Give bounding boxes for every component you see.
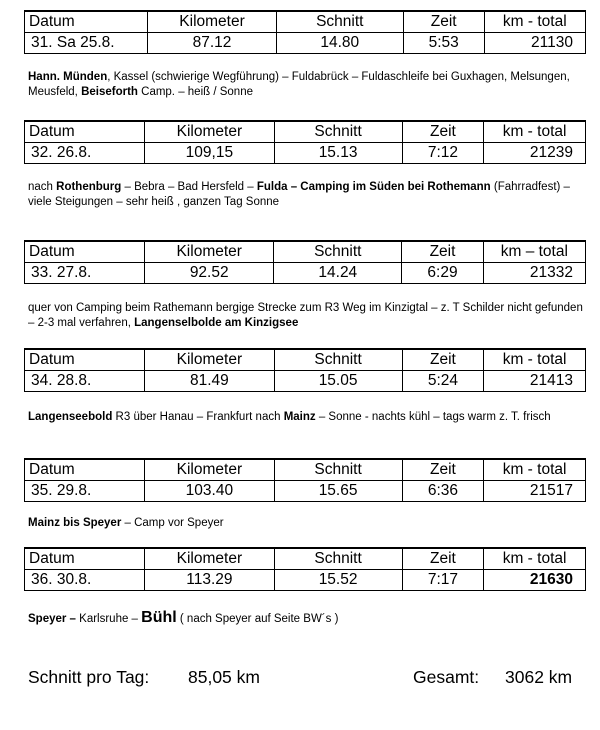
- header-cell: Datum: [25, 349, 145, 371]
- schnitt-cell: 15.65: [274, 481, 402, 502]
- schnitt-cell: 15.13: [274, 143, 402, 164]
- day-table: [24, 240, 586, 284]
- total-cell: 21130: [484, 33, 585, 54]
- header-cell: Zeit: [403, 11, 484, 33]
- total-value: 3062 km: [505, 667, 573, 687]
- table-row: [25, 143, 586, 164]
- km-cell: 109,15: [145, 143, 274, 164]
- total-cell: 21239: [484, 143, 586, 164]
- km-cell: 87.12: [148, 33, 276, 54]
- table-header-row: [25, 11, 586, 33]
- header-cell: Datum: [25, 459, 145, 481]
- table-header-row: [25, 121, 586, 143]
- header-cell: Schnitt: [274, 548, 402, 570]
- description-segment: – Bebra – Bad Hersfeld –: [121, 181, 257, 193]
- header-cell: km – total: [483, 241, 585, 263]
- km-cell: 92.52: [145, 263, 274, 284]
- header-cell: Zeit: [402, 241, 483, 263]
- header-cell: Zeit: [402, 548, 483, 570]
- description-segment: Rothenburg: [56, 181, 122, 193]
- description-segment: Langenseebold: [28, 411, 113, 423]
- schnitt-cell: 14.24: [274, 263, 402, 284]
- datum-cell: 36. 30.8.: [25, 570, 145, 591]
- table-row: [25, 371, 586, 392]
- table-row: [25, 33, 586, 54]
- total-cell: 21332: [483, 263, 585, 284]
- header-cell: km - total: [484, 349, 586, 371]
- header-cell: km - total: [484, 121, 586, 143]
- description-segment: Beiseforth: [81, 86, 138, 98]
- zeit-cell: 7:12: [402, 143, 483, 164]
- description-segment: Bühl: [141, 609, 177, 626]
- zeit-cell: 5:24: [402, 371, 483, 392]
- header-cell: Schnitt: [274, 459, 402, 481]
- table-header-row: [25, 241, 586, 263]
- schnitt-cell: 14.80: [276, 33, 403, 54]
- header-cell: Kilometer: [145, 548, 274, 570]
- day-table: [24, 348, 586, 392]
- header-cell: Zeit: [402, 349, 483, 371]
- total-cell: 21413: [484, 371, 586, 392]
- description-segment: Mainz bis Speyer: [28, 517, 122, 529]
- header-cell: Schnitt: [276, 11, 403, 33]
- header-cell: Schnitt: [274, 349, 402, 371]
- datum-cell: 33. 27.8.: [25, 263, 145, 284]
- datum-cell: 32. 26.8.: [25, 143, 145, 164]
- day-table: [24, 120, 586, 164]
- description-segment: ( nach Speyer auf Seite BW´s ): [176, 613, 339, 625]
- description-segment: quer von Camping beim Rathemann bergige Strecke zum R3 Weg im Kinzigtal – z. T Schilder nicht gefunden – 2-3 mal verfahren,: [28, 302, 583, 329]
- km-cell: 113.29: [145, 570, 274, 591]
- day-description: [28, 301, 584, 331]
- description-segment: Mainz: [283, 411, 316, 423]
- km-cell: 81.49: [145, 371, 274, 392]
- table-header-row: [25, 459, 586, 481]
- schnitt-cell: 15.52: [274, 570, 402, 591]
- header-cell: km - total: [484, 459, 586, 481]
- day-description: [28, 516, 584, 531]
- avg-value: 85,05 km: [188, 667, 260, 687]
- day-table: [24, 547, 586, 591]
- total-label: Gesamt:: [413, 667, 480, 687]
- description-segment: Camp. – heiß / Sonne: [137, 86, 253, 98]
- header-cell: Zeit: [402, 459, 483, 481]
- header-cell: Schnitt: [274, 241, 402, 263]
- header-cell: km - total: [484, 11, 585, 33]
- schnitt-cell: 15.05: [274, 371, 402, 392]
- description-segment: Fulda – Camping im Süden bei Rothemann: [256, 181, 491, 193]
- header-cell: Datum: [25, 241, 145, 263]
- header-cell: Kilometer: [145, 349, 274, 371]
- header-cell: Datum: [25, 11, 148, 33]
- total-cell: 21630: [484, 570, 586, 591]
- table-row: [25, 481, 586, 502]
- description-segment: , Kassel (schwierige Wegführung) – Fuldabrück – Fuldaschleife bei Guxhagen, Melsungen, Meusfeld,: [28, 71, 570, 98]
- day-description: [28, 410, 584, 425]
- description-segment: – Sonne - nachts kühl – tags warm z. T. frisch: [315, 411, 551, 423]
- table-header-row: [25, 548, 586, 570]
- datum-cell: 35. 29.8.: [25, 481, 145, 502]
- km-cell: 103.40: [145, 481, 274, 502]
- description-segment: – Camp vor Speyer: [121, 517, 224, 529]
- datum-cell: 34. 28.8.: [25, 371, 145, 392]
- zeit-cell: 6:29: [402, 263, 483, 284]
- zeit-cell: 7:17: [402, 570, 483, 591]
- description-segment: Speyer –: [28, 613, 76, 625]
- description-segment: Langenselbolde am Kinzigsee: [134, 317, 299, 329]
- zeit-cell: 5:53: [403, 33, 484, 54]
- description-segment: Hann. Münden: [28, 71, 108, 83]
- header-cell: Kilometer: [148, 11, 276, 33]
- header-cell: Kilometer: [145, 241, 274, 263]
- table-row: [25, 263, 586, 284]
- header-cell: Datum: [25, 121, 145, 143]
- description-segment: nach: [28, 181, 57, 193]
- header-cell: Kilometer: [145, 459, 274, 481]
- table-row: [25, 570, 586, 591]
- header-cell: Schnitt: [274, 121, 402, 143]
- day-description: [28, 180, 584, 210]
- description-segment: (Fahrradfest) – viele Steigungen – sehr heiß , ganzen Tag Sonne: [28, 181, 570, 208]
- header-cell: Kilometer: [145, 121, 274, 143]
- zeit-cell: 6:36: [402, 481, 483, 502]
- table-header-row: [25, 349, 586, 371]
- datum-cell: 31. Sa 25.8.: [25, 33, 148, 54]
- day-description: [28, 70, 584, 100]
- day-table: [24, 458, 586, 502]
- header-cell: km - total: [484, 548, 586, 570]
- header-cell: Zeit: [402, 121, 483, 143]
- description-segment: R3 über Hanau – Frankfurt nach: [112, 411, 284, 423]
- day-table: [24, 10, 586, 54]
- total-cell: 21517: [484, 481, 586, 502]
- avg-label: Schnitt pro Tag:: [28, 667, 150, 687]
- day-description: [28, 610, 584, 627]
- description-segment: Karlsruhe –: [75, 613, 142, 625]
- header-cell: Datum: [25, 548, 145, 570]
